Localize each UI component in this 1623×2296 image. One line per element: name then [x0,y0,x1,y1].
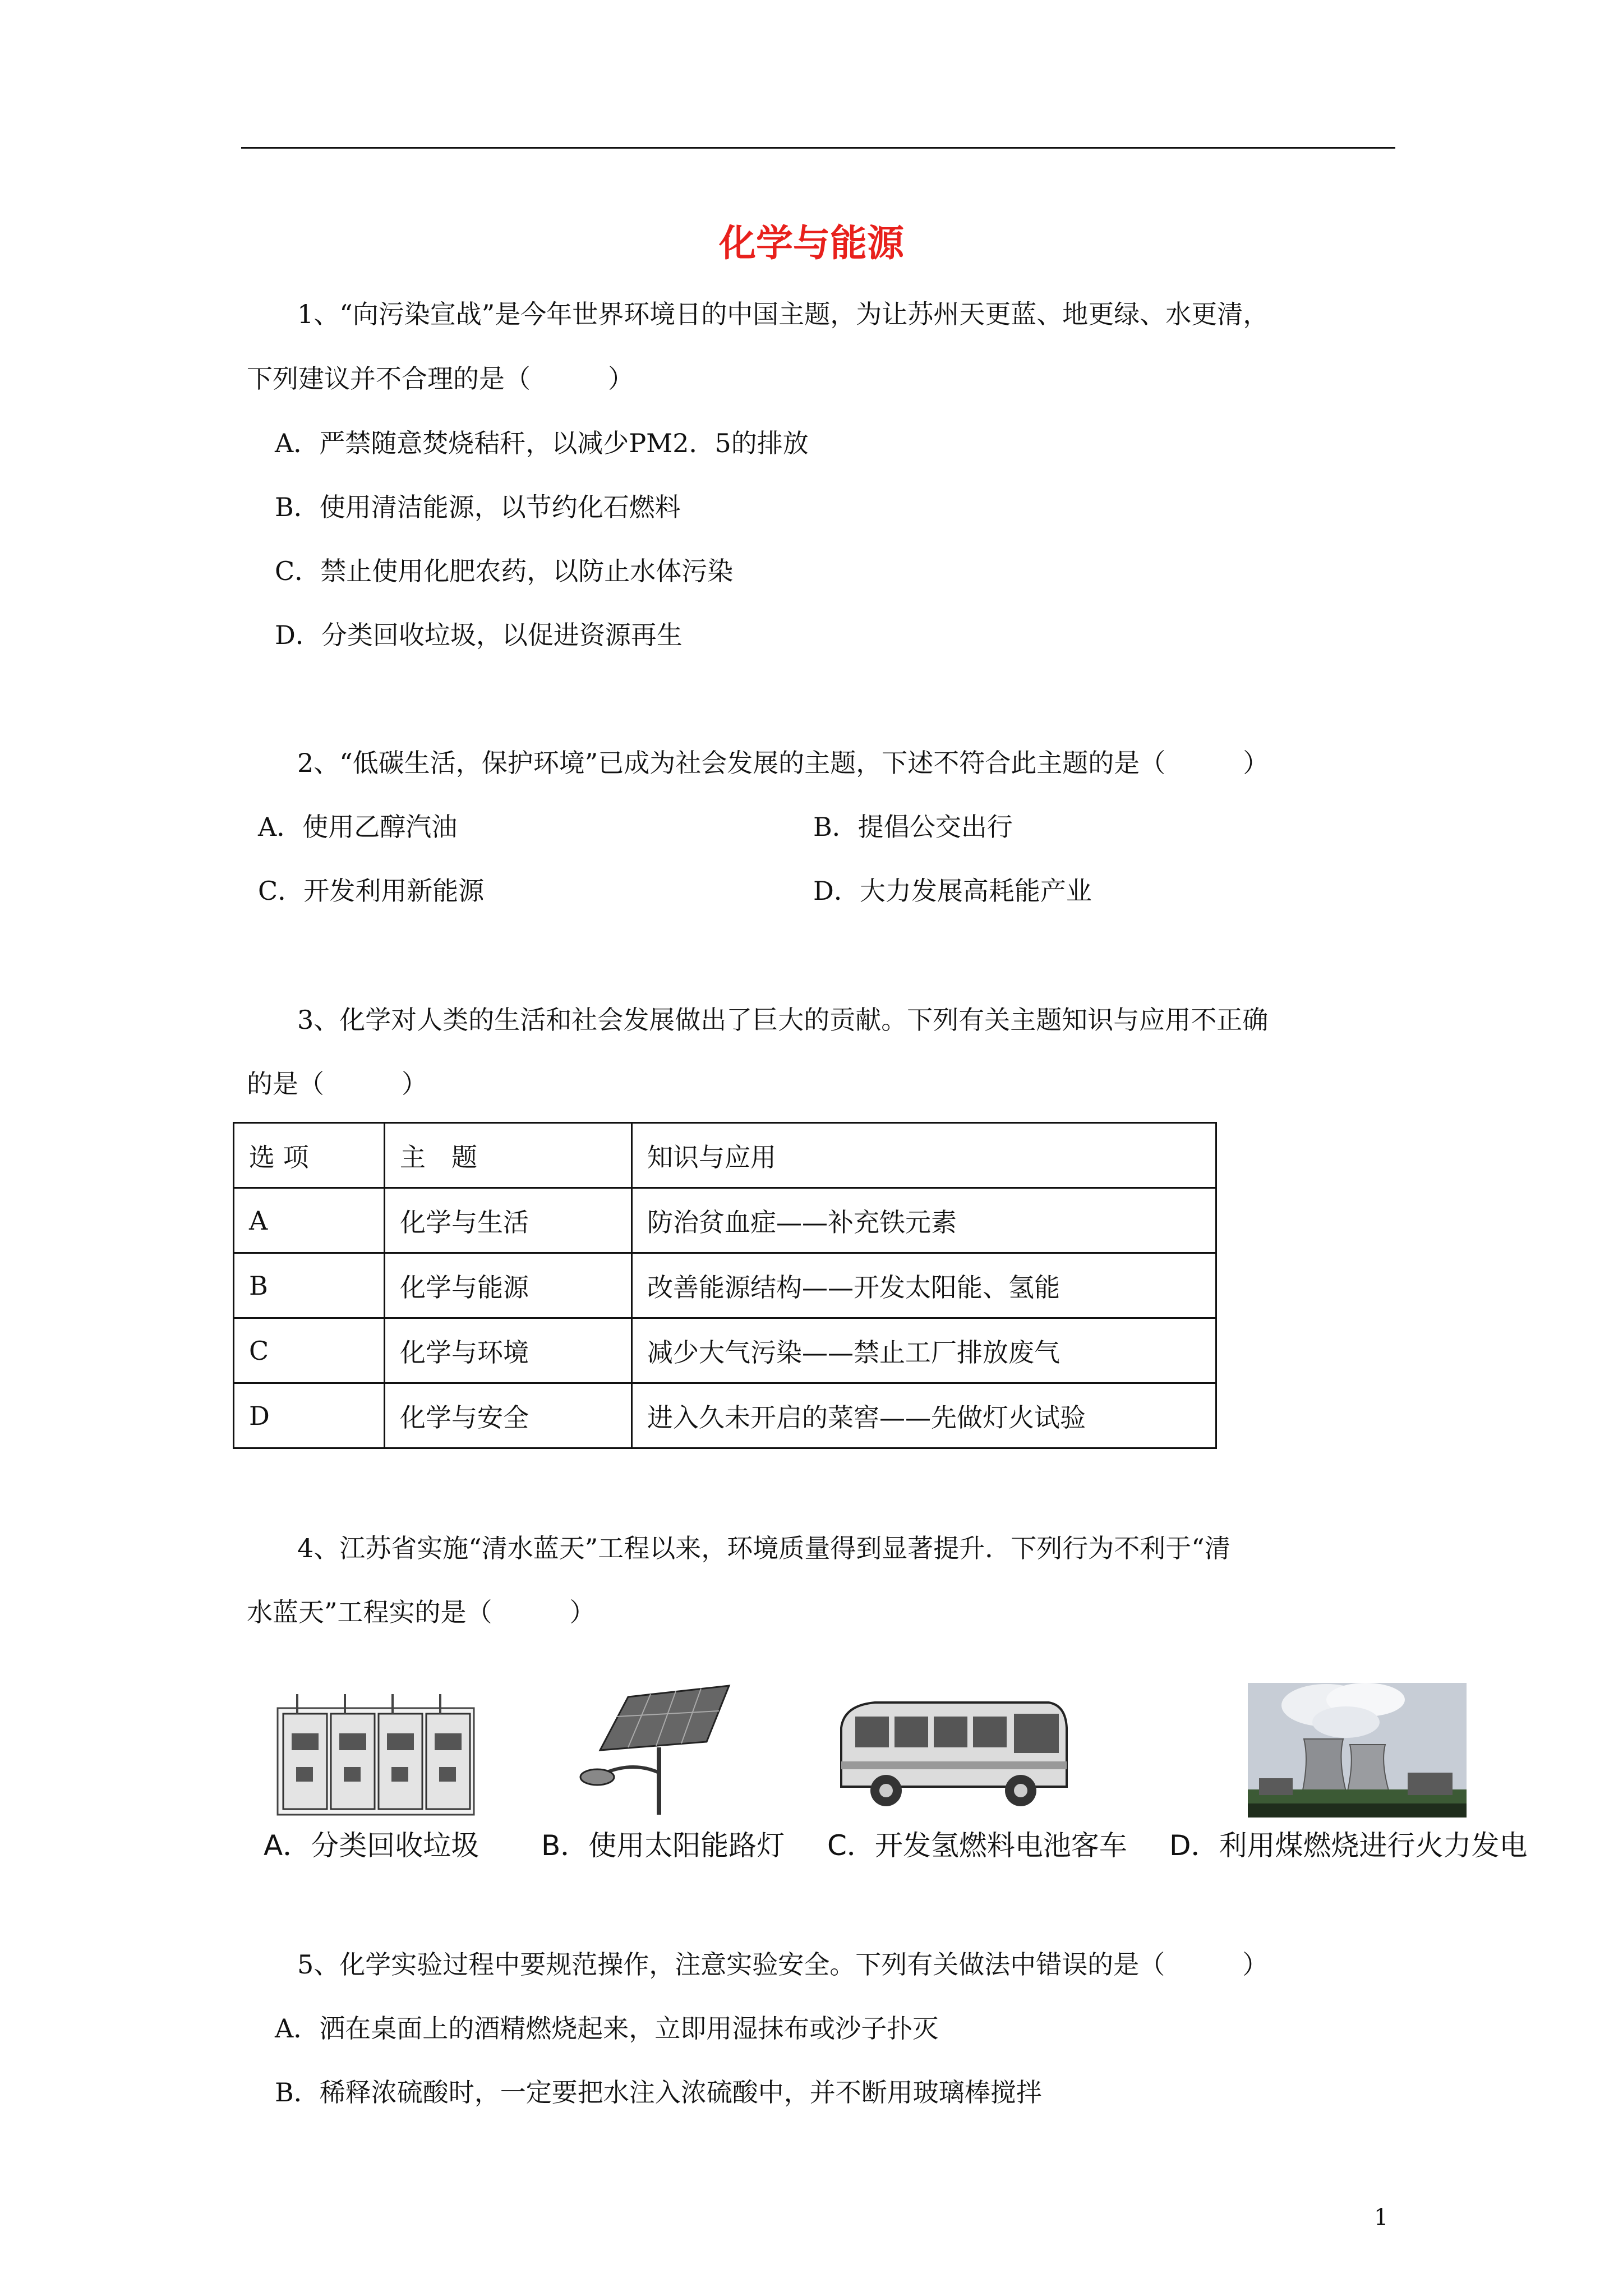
q1-option-d: D．分类回收垃圾，以促进资源再生 [275,620,683,650]
q4-stem-line2: 水蓝天”工程实的是（ ） [247,1597,596,1627]
q4-caption-d: D．利用煤燃烧进行火力发电 [1169,1829,1528,1862]
q1-option-b: B．使用清洁能源，以节约化石燃料 [275,492,681,522]
table-row [234,1188,1216,1253]
q1-stem-line1: 1、“向污染宣战”是今年世界环境日的中国主题，为让苏州天更蓝、地更绿、水更清， [297,299,1269,329]
q1-stem-line2: 下列建议并不合理的是（ ） [247,364,634,394]
q2-stem: 2、“低碳生活，保护环境”已成为社会发展的主题，下述不符合此主题的是（ ） [297,748,1269,778]
table-cell: 化学与环境 [385,1318,632,1383]
q2-option-c: C．开发利用新能源 [258,876,485,906]
table-cell: D [234,1383,385,1448]
table-cell: 减少大气污染——禁止工厂排放废气 [632,1318,1216,1383]
q2-option-a: A．使用乙醇汽油 [258,812,458,842]
table-row [234,1253,1216,1318]
page-title: 化学与能源 [719,222,904,265]
q2-option-d: D．大力发展高耗能产业 [813,876,1092,906]
q2-option-b: B．提倡公交出行 [813,812,1013,842]
q4-stem-line1: 4、江苏省实施“清水蓝天”工程以来，环境质量得到显著提升．下列行为不利于“清 [297,1533,1230,1563]
page-number: 1 [1374,2205,1389,2230]
q5-option-a: A．洒在桌面上的酒精燃烧起来，立即用湿抹布或沙子扑灭 [275,2013,939,2044]
hydrogen-bus-icon [836,1683,1071,1818]
table-cell: A [234,1188,385,1253]
table-header: 知识与应用 [632,1123,1216,1188]
table-cell: 化学与能源 [385,1253,632,1318]
q4-caption-a: A．分类回收垃圾 [264,1829,479,1862]
table-cell: 改善能源结构——开发太阳能、氢能 [632,1253,1216,1318]
q4-caption-b: B．使用太阳能路灯 [541,1829,785,1862]
q1-option-c: C．禁止使用化肥农药，以防止水体污染 [275,556,734,586]
table-row [234,1318,1216,1383]
table-cell: 化学与安全 [385,1383,632,1448]
table-cell: C [234,1318,385,1383]
table-cell: B [234,1253,385,1318]
q3-stem-line1: 3、化学对人类的生活和社会发展做出了巨大的贡献。下列有关主题知识与应用不正确 [297,1005,1269,1035]
table-header-row [234,1123,1216,1188]
recycling-bins-icon [275,1683,477,1818]
table-cell: 化学与生活 [385,1188,632,1253]
table-row [234,1383,1216,1448]
q5-stem: 5、化学实验过程中要规范操作，注意实验安全。下列有关做法中错误的是（ ） [297,1949,1269,1980]
q1-option-a: A．严禁随意焚烧秸秆，以减少PM2．5的排放 [275,428,809,458]
table-header: 主 题 [385,1123,632,1188]
solar-street-lamp-icon [566,1683,740,1818]
header-rule [241,147,1395,149]
table-cell: 进入久未开启的菜窖——先做灯火试验 [632,1383,1216,1448]
table-header: 选 项 [234,1123,385,1188]
q5-option-b: B．稀释浓硫酸时，一定要把水注入浓硫酸中，并不断用玻璃棒搅拌 [275,2077,1042,2108]
knowledge-table [233,1122,1217,1449]
q4-caption-c: C．开发氢燃料电池客车 [827,1829,1127,1862]
q3-stem-line2: 的是（ ） [247,1069,427,1099]
coal-power-plant-icon [1248,1683,1467,1818]
table-cell: 防治贫血症——补充铁元素 [632,1188,1216,1253]
